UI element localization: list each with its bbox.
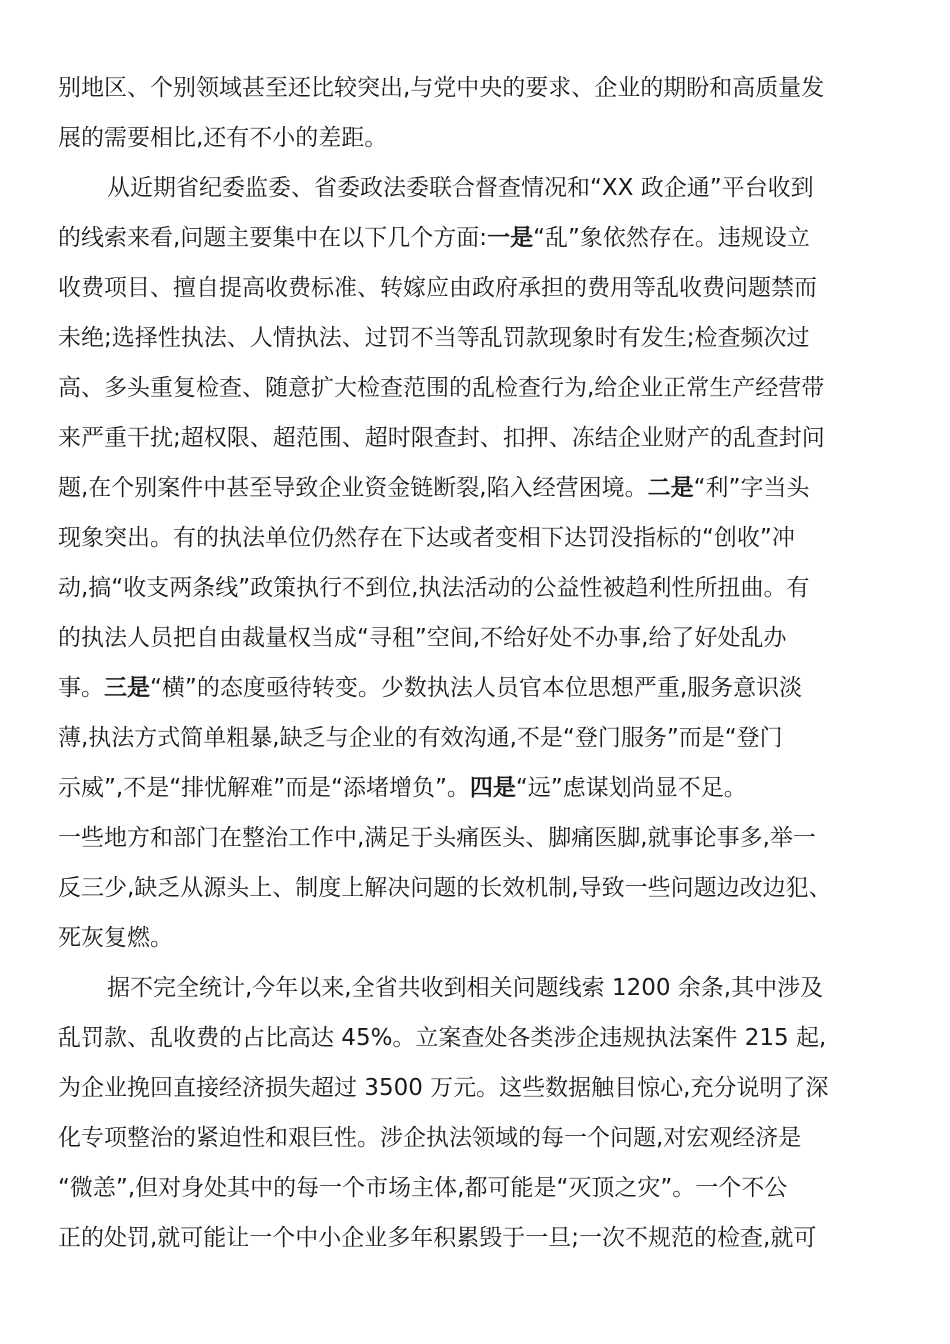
line-20-text: 乱罚款、乱收费的占比高达 45%。立案查处各类涉企违规执法案件 215 起,	[58, 1025, 827, 1051]
text-line-10	[58, 513, 893, 563]
line-2-text: 展的需要相比,还有不小的差距。	[58, 125, 388, 151]
line-24-text: 正的处罚,就可能让一个中小企业多年积累毁于一旦;一次不规范的检查,就可	[58, 1225, 817, 1251]
text-line-18	[58, 913, 893, 963]
text-line-21	[58, 1063, 893, 1113]
line-15-text-a: 示威”,不是“排忧解难”而是“添堵增负”。	[58, 775, 470, 801]
text-line-4	[58, 213, 893, 263]
text-line-19	[107, 963, 942, 1013]
text-line-11	[58, 563, 893, 613]
line-6-text: 未绝;选择性执法、人情执法、过罚不当等乱罚款现象时有发生;检查频次过	[58, 325, 810, 351]
line-15-bold-label: 四是	[469, 775, 516, 801]
line-9-bold-label: 二是	[647, 475, 694, 501]
line-3-text: 从近期省纪委监委、省委政法委联合督查情况和“XX 政企通”平台收到	[107, 175, 814, 201]
text-line-16	[58, 813, 893, 863]
line-19-text: 据不完全统计,今年以来,全省共收到相关问题线索 1200 余条,其中涉及	[107, 975, 824, 1001]
line-22-text: 化专项整治的紧迫性和艰巨性。涉企执法领域的每一个问题,对宏观经济是	[58, 1125, 802, 1151]
line-13-bold-label: 三是	[104, 675, 150, 701]
line-10-text: 现象突出。有的执法单位仍然存在下达或者变相下达罚没指标的“创收”冲	[58, 525, 795, 551]
text-line-20	[58, 1013, 893, 1063]
line-21-text: 为企业挽回直接经济损失超过 3500 万元。这些数据触目惊心,充分说明了深	[58, 1075, 829, 1101]
line-8-text: 来严重干扰;超权限、超范围、超时限查封、扣押、冻结企业财产的乱查封问	[58, 425, 825, 451]
line-15-text-b: “远”虑谋划尚显不足。	[515, 775, 747, 801]
text-line-2	[58, 113, 893, 163]
text-line-24	[58, 1213, 893, 1263]
line-4-text-b: “乱”象依然存在。违规设立	[533, 225, 810, 251]
line-18-text: 死灰复燃。	[58, 925, 173, 951]
line-12-text: 的执法人员把自由裁量权当成“寻租”空间,不给好处不办事,给了好处乱办	[58, 625, 787, 651]
text-line-6	[58, 313, 893, 363]
text-line-9	[58, 463, 893, 513]
line-9-text-b: “利”字当头	[693, 475, 810, 501]
text-line-23	[58, 1163, 893, 1213]
text-line-13	[58, 663, 893, 713]
text-line-17	[58, 863, 893, 913]
text-line-5	[58, 263, 893, 313]
line-4-bold-label: 一是	[487, 225, 534, 251]
line-11-text: 动,搞“收支两条线”政策执行不到位,执法活动的公益性被趋利性所扭曲。有	[58, 575, 810, 601]
text-line-22	[58, 1113, 893, 1163]
text-line-3	[107, 163, 942, 213]
line-16-text: 一些地方和部门在整治工作中,满足于头痛医头、脚痛医脚,就事论事多,举一	[58, 825, 816, 851]
line-17-text: 反三少,缺乏从源头上、制度上解决问题的长效机制,导致一些问题边改边犯、	[58, 875, 832, 901]
line-13-text-b: “横”的态度亟待转变。少数执法人员官本位思想严重,服务意识淡	[150, 675, 803, 701]
line-7-text: 高、多头重复检查、随意扩大检查范围的乱检查行为,给企业正常生产经营带	[58, 375, 825, 401]
text-line-12	[58, 613, 893, 663]
line-1-text: 别地区、个别领域甚至还比较突出,与党中央的要求、企业的期盼和高质量发	[58, 75, 825, 101]
text-line-8	[58, 413, 893, 463]
line-23-text: “微恙”,但对身处其中的每一个市场主体,都可能是“灭顶之灾”。一个不公	[58, 1175, 788, 1201]
line-5-text: 收费项目、擅自提高收费标准、转嫁应由政府承担的费用等乱收费问题禁而	[58, 275, 817, 301]
line-9-text-a: 题,在个别案件中甚至导致企业资金链断裂,陷入经营困境。	[58, 475, 648, 501]
text-line-1	[58, 63, 893, 113]
text-line-7	[58, 363, 893, 413]
text-line-14	[58, 713, 893, 763]
text-line-15	[58, 763, 893, 813]
line-4-text-a: 的线索来看,问题主要集中在以下几个方面:	[58, 225, 488, 251]
line-13-text-a: 事。	[58, 675, 104, 701]
line-14-text: 薄,执法方式简单粗暴,缺乏与企业的有效沟通,不是“登门服务”而是“登门	[58, 725, 783, 751]
